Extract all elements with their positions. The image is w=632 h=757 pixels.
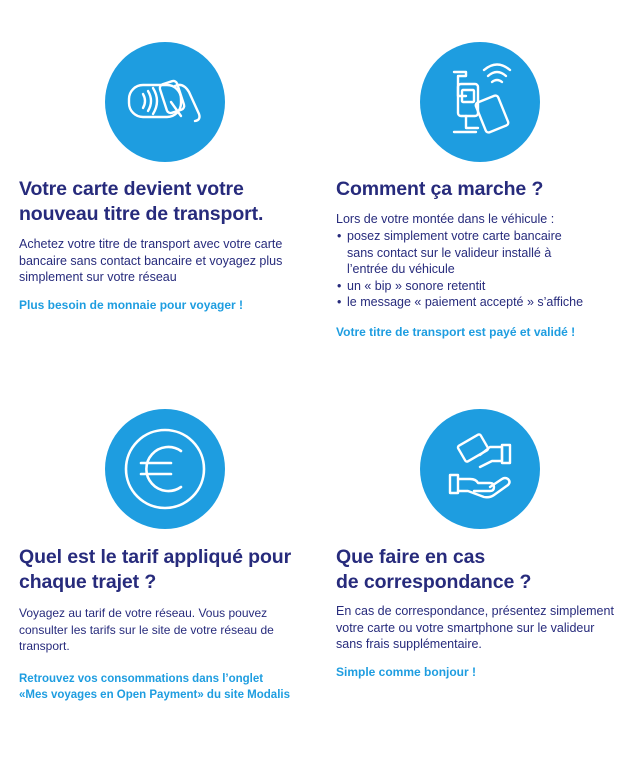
section3-title bbox=[19, 545, 324, 595]
section3-title-line1: Quel est le tarif appliqué pour bbox=[19, 546, 292, 568]
section3-highlight-line1: Retrouvez vos consommations dans l’onglet bbox=[19, 673, 264, 685]
section1-title-line1: Votre carte devient votre bbox=[19, 178, 244, 200]
section2-title: Comment ça marche ? bbox=[336, 178, 544, 200]
section2-highlight: Votre titre de transport est payé et validé ! bbox=[336, 325, 576, 339]
hand-giving-card-icon bbox=[420, 409, 540, 529]
section4-body: En cas de correspondance, présentez simplement votre carte ou votre smartphone sur le valideur sans frais supplémentaire. bbox=[336, 604, 614, 651]
section1-title-line2: nouveau titre de transport. bbox=[19, 203, 264, 225]
section1-title bbox=[19, 177, 324, 227]
contactless-card-hand-icon bbox=[105, 42, 225, 162]
section2-steps-list bbox=[336, 228, 616, 311]
section4-highlight: Simple comme bonjour ! bbox=[336, 665, 477, 679]
list-item: • le message « paiement accepté » s’affiche bbox=[336, 294, 616, 311]
euro-icon bbox=[105, 409, 225, 529]
section4-title-line1: Que faire en cas bbox=[336, 546, 486, 568]
section3-body: Voyagez au tarif de votre réseau. Vous pouvez consulter les tarifs sur le site de votre réseau de transport. bbox=[19, 606, 274, 653]
section3-highlight bbox=[19, 671, 319, 703]
section4-title bbox=[336, 545, 626, 595]
section4-title-line2: de correspondance ? bbox=[336, 571, 532, 593]
card-validator-icon bbox=[420, 42, 540, 162]
section3-title-line2: chaque trajet ? bbox=[19, 571, 157, 593]
list-item: • posez simplement votre carte bancaire sans contact sur le valideur installé à l’entrée du véhicule bbox=[336, 228, 616, 278]
section1-body: Achetez votre titre de transport avec votre carte bancaire sans contact bancaire et voyagez plus simplement sur votre réseau bbox=[19, 237, 283, 284]
list-item: • un « bip » sonore retentit bbox=[336, 278, 616, 295]
section3-highlight-line2: «Mes voyages en Open Payment» du site Modalis bbox=[19, 689, 290, 701]
section2-intro: Lors de votre montée dans le véhicule : bbox=[336, 212, 555, 226]
section1-highlight: Plus besoin de monnaie pour voyager ! bbox=[19, 298, 244, 312]
